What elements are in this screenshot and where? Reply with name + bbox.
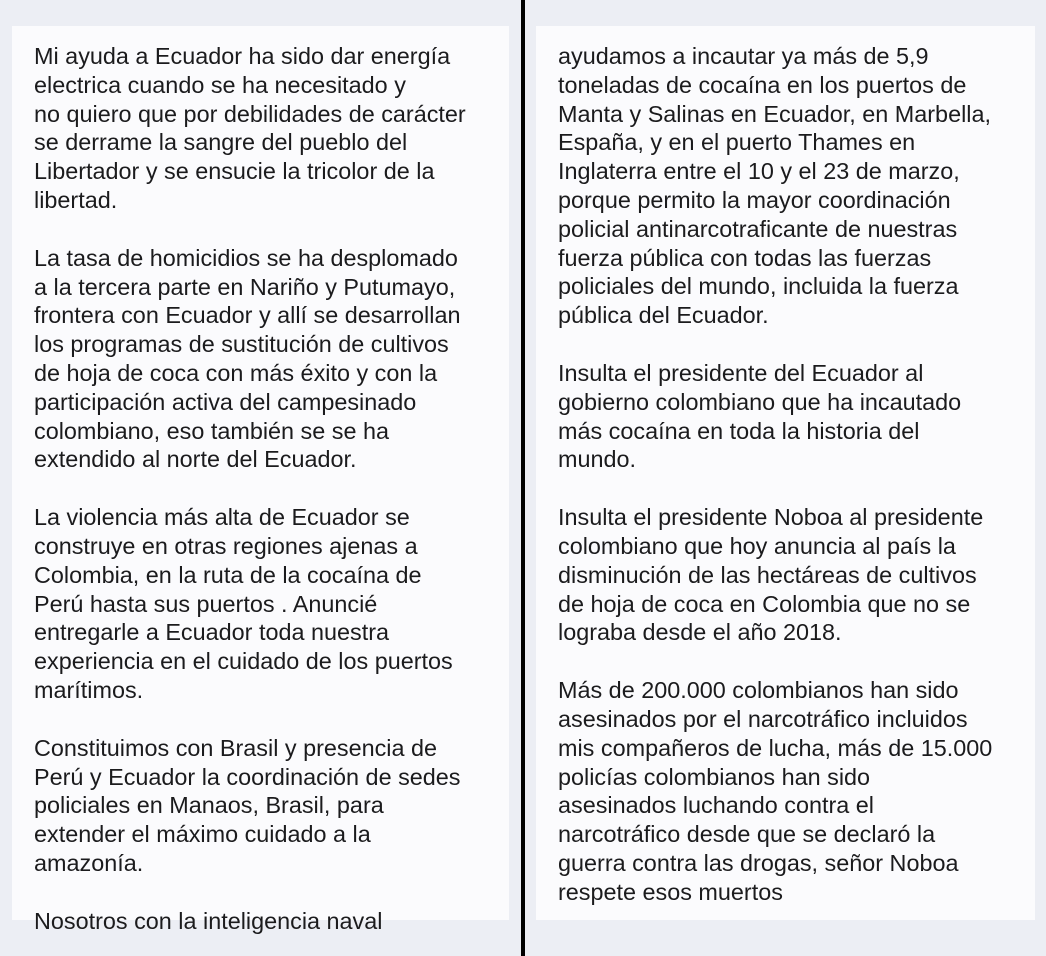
paragraph-cocaine-seizure: ayudamos a incautar ya más de 5,9 toneladas de cocaína en los puertos de Manta y Salinas en Ecuador, en Marbella, España, y en el puerto Thames en Inglaterra entre el 10 y el 23 de marzo, porque permito la mayor coordinación policial antinarcotraficante de nuestras fuerza pública con todas las fuerzas policiales del mundo, incluida la fuerza pública del Ecuador. xyxy=(558,43,991,329)
paragraph-naval-intelligence: Nosotros con la inteligencia naval xyxy=(34,907,383,934)
paragraph-ecuador-violence: La violencia más alta de Ecuador se construye en otras regiones ajenas a Colombia, en la ruta de la cocaína de Perú hasta sus puertos . Anuncié entregarle a Ecuador toda nuestra experiencia en el cuidado de los puertos marítimos. xyxy=(34,504,453,703)
paragraph-murdered-colombians: Más de 200.000 colombianos han sido asesinados por el narcotráfico incluidos mis compañeros de lucha, más de 15.000 policías colombianos han sido asesinados luchando contra el narcotráfico desde que se declaró la guerra contra las drogas, señor Noboa respete esos muertos xyxy=(558,677,993,905)
left-screenshot-panel xyxy=(0,0,521,956)
paragraph-insult-government: Insulta el presidente del Ecuador al gobierno colombiano que ha incautado más cocaína en toda la historia del mundo. xyxy=(558,359,962,473)
right-text-card xyxy=(536,26,1035,920)
paragraph-homicide-rate: La tasa de homicidios se ha desplomado a la tercera parte en Nariño y Putumayo, frontera con Ecuador y allí se desarrollan los programas de sustitución de cultivos de hoja de coca con más éxito y con la participación activa del campesinado colombiano, eso también se se ha extendido al norte del Ecuador. xyxy=(34,244,461,473)
paragraph-energy-help: Mi ayuda a Ecuador ha sido dar energía electrica cuando se ha necesitado y no quiero que por debilidades de carácter se derrame la sangre del pueblo del Libertador y se ensucie la tricolor de la libertad. xyxy=(34,43,466,213)
paragraph-insult-noboa: Insulta el presidente Noboa al presidente colombiano que hoy anuncia al país la disminución de las hectáreas de cultivos de hoja de coca en Colombia que no se lograba desde el año 2018. xyxy=(558,504,984,646)
left-text-card xyxy=(12,26,509,934)
paragraph-manaos-coordination: Constituimos con Brasil y presencia de Perú y Ecuador la coordinación de sedes policiales en Manaos, Brasil, para extender el máximo cuidado a la amazonía. xyxy=(34,734,461,876)
right-screenshot-panel xyxy=(525,0,1046,956)
